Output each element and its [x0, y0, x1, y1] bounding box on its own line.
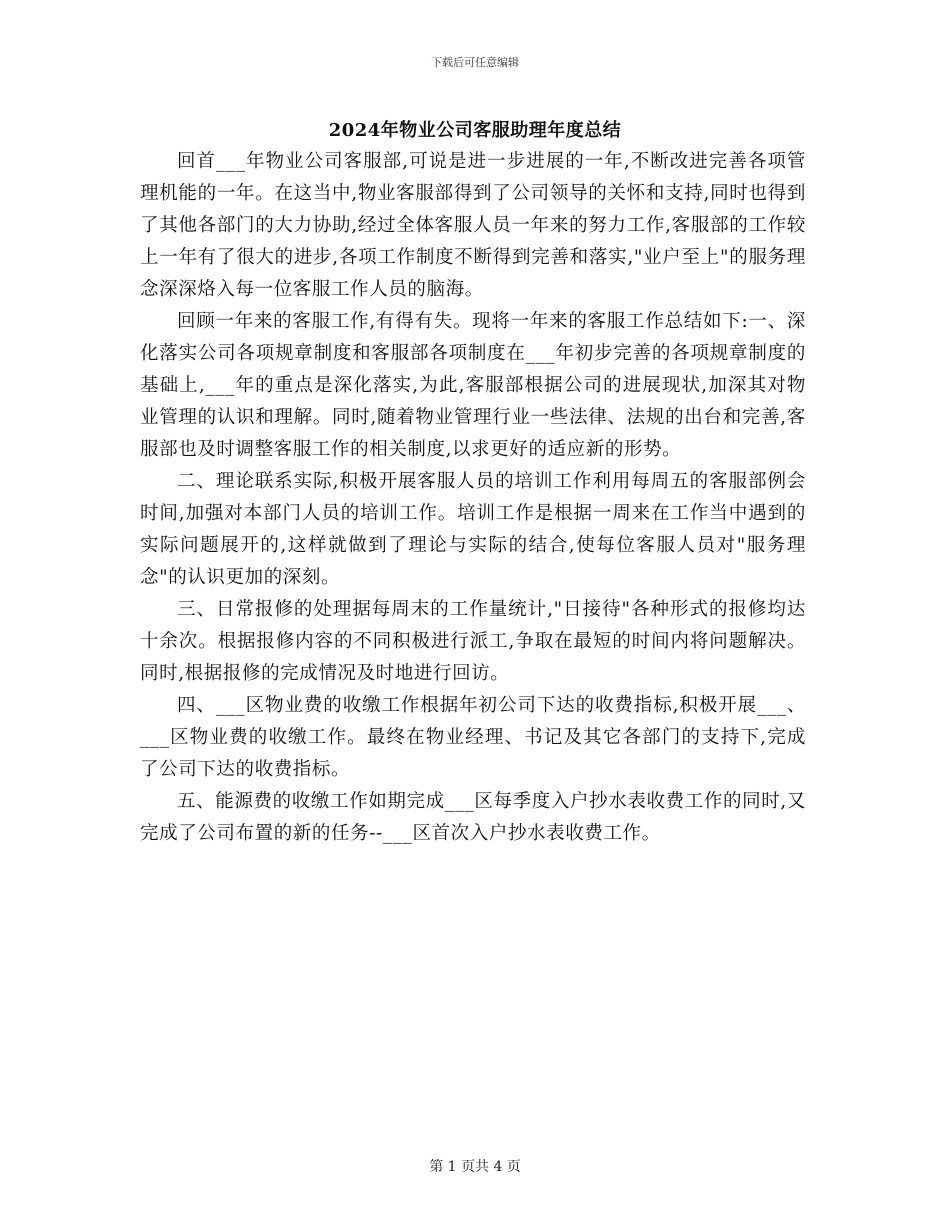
paragraph-section-5-energy-fees: 五、能源费的收缴工作如期完成___区每季度入户抄水表收费工作的同时,又完成了公司布置的新的任务--___区首次入户抄水表收费工作。	[140, 791, 806, 844]
paragraph-review-section-1: 回顾一年来的客服工作,有得有失。现将一年来的客服工作总结如下:一、深化落实公司各项规章制度和客服部各项制度在___年初步完善的各项规章制度的基础上,___年的重点是深化落实,为此,客服部根据公司的进展现状,加深其对物业管理的认识和理解。同时,随着物业管理行业一些法律、法规的出台和完善,客服部也及时调整客服工作的相关制度,以求更好的适应新的形势。	[140, 311, 806, 460]
page-header-note: 下载后可任意编辑	[431, 56, 519, 69]
paragraph-intro: 回首___年物业公司客服部,可说是进一步进展的一年,不断改进完善各项管理机能的一年。在这当中,物业客服部得到了公司领导的关怀和支持,同时也得到了其他各部门的大力协助,经过全体客服人员一年来的努力工作,客服部的工作较上一年有了很大的进步,各项工作制度不断得到完善和落实,"业户至上"的服务理念深深烙入每一位客服工作人员的脑海。	[140, 151, 806, 300]
paragraph-section-3-repairs: 三、日常报修的处理据每周末的工作量统计,"日接待"各种形式的报修均达十余次。根据报修内容的不同积极进行派工,争取在最短的时间内将问题解决。同时,根据报修的完成情况及时地进行回访。	[140, 599, 806, 684]
document-body	[140, 146, 806, 850]
document-title: 2024年物业公司客服助理年度总结	[328, 120, 622, 141]
paragraph-section-2-training: 二、理论联系实际,积极开展客服人员的培训工作利用每周五的客服部例会时间,加强对本部门人员的培训工作。培训工作是根据一周来在工作当中遇到的实际问题展开的,这样就做到了理论与实际的结合,使每位客服人员对"服务理念"的认识更加的深刻。	[140, 471, 806, 588]
paragraph-section-4-property-fees: 四、___区物业费的收缴工作根据年初公司下达的收费指标,积极开展___、___区物业费的收缴工作。最终在物业经理、书记及其它各部门的支持下,完成了公司下达的收费指标。	[140, 695, 806, 780]
page-number-footer: 第 1 页共 4 页	[429, 1159, 521, 1175]
